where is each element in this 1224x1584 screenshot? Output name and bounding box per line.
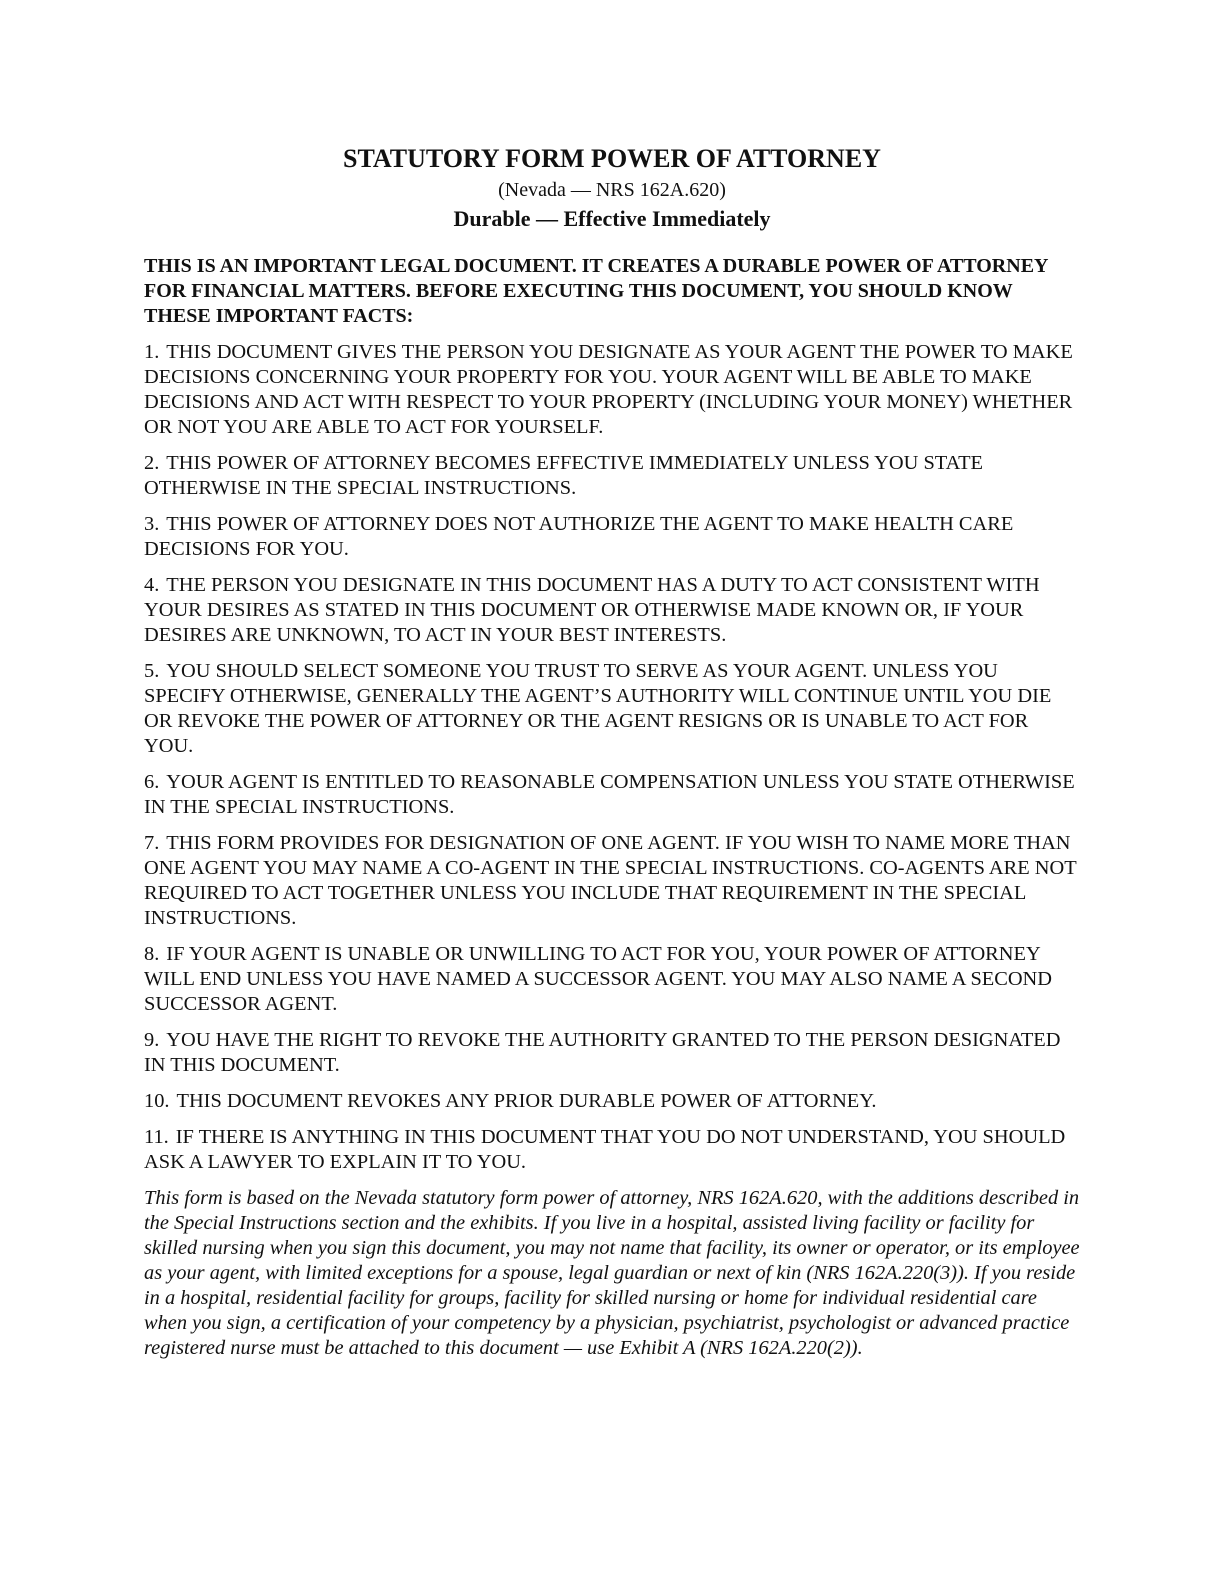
fact-text: THIS POWER OF ATTORNEY DOES NOT AUTHORIZE THE AGENT TO MAKE HEALTH CARE DECISIONS FOR YOU. — [144, 513, 1014, 560]
facts-list — [144, 340, 1080, 1175]
fact-item — [144, 573, 1080, 648]
fact-number: 2. — [144, 452, 160, 474]
fact-number: 7. — [144, 832, 160, 854]
document-title: STATUTORY FORM POWER OF ATTORNEY — [343, 144, 881, 173]
explanatory-note: This form is based on the Nevada statutory form power of attorney, NRS 162A.620, with the additions described in the Special Instructions section and the exhibits. If you live in a hospital, assisted living facility or facility for skilled nursing when you sign this document, you may not name that facility, its owner or operator, or its employee as your agent, with limited exceptions for a spouse, legal guardian or next of kin (NRS 162A.220(3)). If you reside in a hospital, residential facility for groups, facility for skilled nursing or home for individual residential care when you sign, a certification of your competency by a physician, psychiatrist, psychologist or advanced practice registered nurse must be attached to this document — use Exhibit A (NRS 162A.220(2)). — [144, 1187, 1080, 1359]
fact-number: 9. — [144, 1029, 160, 1051]
document-page — [144, 142, 1080, 1361]
fact-text: YOU HAVE THE RIGHT TO REVOKE THE AUTHORITY GRANTED TO THE PERSON DESIGNATED IN THIS DOCUMENT. — [144, 1029, 1061, 1076]
fact-item — [144, 1089, 1080, 1114]
important-notice: THIS IS AN IMPORTANT LEGAL DOCUMENT. IT CREATES A DURABLE POWER OF ATTORNEY FOR FINANCIAL MATTERS. BEFORE EXECUTING THIS DOCUMENT, YOU SHOULD KNOW THESE IMPORTANT FACTS: — [144, 255, 1048, 327]
fact-text: THIS FORM PROVIDES FOR DESIGNATION OF ONE AGENT. IF YOU WISH TO NAME MORE THAN ONE AGENT YOU MAY NAME A CO-AGENT IN THE SPECIAL INSTRUCTIONS. CO-AGENTS ARE NOT REQUIRED TO ACT TOGETHER UNLESS YOU INCLUDE THAT REQUIREMENT IN THE SPECIAL INSTRUCTIONS. — [144, 832, 1077, 929]
fact-number: 10. — [144, 1090, 170, 1112]
fact-item — [144, 340, 1080, 440]
fact-number: 11. — [144, 1126, 169, 1148]
fact-item — [144, 1028, 1080, 1078]
fact-text: IF YOUR AGENT IS UNABLE OR UNWILLING TO ACT FOR YOU, YOUR POWER OF ATTORNEY WILL END UNLESS YOU HAVE NAMED A SUCCESSOR AGENT. YOU MAY ALSO NAME A SECOND SUCCESSOR AGENT. — [144, 943, 1053, 1015]
fact-text: THIS DOCUMENT REVOKES ANY PRIOR DURABLE POWER OF ATTORNEY. — [176, 1090, 877, 1112]
fact-text: YOUR AGENT IS ENTITLED TO REASONABLE COMPENSATION UNLESS YOU STATE OTHERWISE IN THE SPECIAL INSTRUCTIONS. — [144, 771, 1075, 818]
fact-text: THE PERSON YOU DESIGNATE IN THIS DOCUMENT HAS A DUTY TO ACT CONSISTENT WITH YOUR DESIRES AS STATED IN THIS DOCUMENT OR OTHERWISE MADE KNOWN OR, IF YOUR DESIRES ARE UNKNOWN, TO ACT IN YOUR BEST INTERESTS. — [144, 574, 1040, 646]
fact-number: 3. — [144, 513, 160, 535]
fact-item — [144, 1125, 1080, 1175]
fact-item — [144, 831, 1080, 931]
effective-heading: Durable — Effective Immediately — [453, 206, 771, 231]
fact-item — [144, 451, 1080, 501]
fact-item — [144, 512, 1080, 562]
fact-item — [144, 942, 1080, 1017]
fact-text: THIS POWER OF ATTORNEY BECOMES EFFECTIVE IMMEDIATELY UNLESS YOU STATE OTHERWISE IN THE SPECIAL INSTRUCTIONS. — [144, 452, 983, 499]
fact-number: 6. — [144, 771, 160, 793]
fact-item — [144, 659, 1080, 759]
document-subtitle: (Nevada — NRS 162A.620) — [498, 179, 726, 201]
fact-item — [144, 770, 1080, 820]
fact-number: 1. — [144, 341, 160, 363]
fact-text: YOU SHOULD SELECT SOMEONE YOU TRUST TO SERVE AS YOUR AGENT. UNLESS YOU SPECIFY OTHERWISE, GENERALLY THE AGENT’S AUTHORITY WILL CONTINUE UNTIL YOU DIE OR REVOKE THE POWER OF ATTORNEY OR THE AGENT RESIGNS OR IS UNABLE TO ACT FOR YOU. — [144, 660, 1052, 757]
fact-number: 8. — [144, 943, 160, 965]
fact-number: 4. — [144, 574, 160, 596]
fact-text: THIS DOCUMENT GIVES THE PERSON YOU DESIGNATE AS YOUR AGENT THE POWER TO MAKE DECISIONS CONCERNING YOUR PROPERTY FOR YOU. YOUR AGENT WILL BE ABLE TO MAKE DECISIONS AND ACT WITH RESPECT TO YOUR PROPERTY (INCLUDING YOUR MONEY) WHETHER OR NOT YOU ARE ABLE TO ACT FOR YOURSELF. — [144, 341, 1073, 438]
fact-number: 5. — [144, 660, 160, 682]
fact-text: IF THERE IS ANYTHING IN THIS DOCUMENT THAT YOU DO NOT UNDERSTAND, YOU SHOULD ASK A LAWYER TO EXPLAIN IT TO YOU. — [144, 1126, 1066, 1173]
